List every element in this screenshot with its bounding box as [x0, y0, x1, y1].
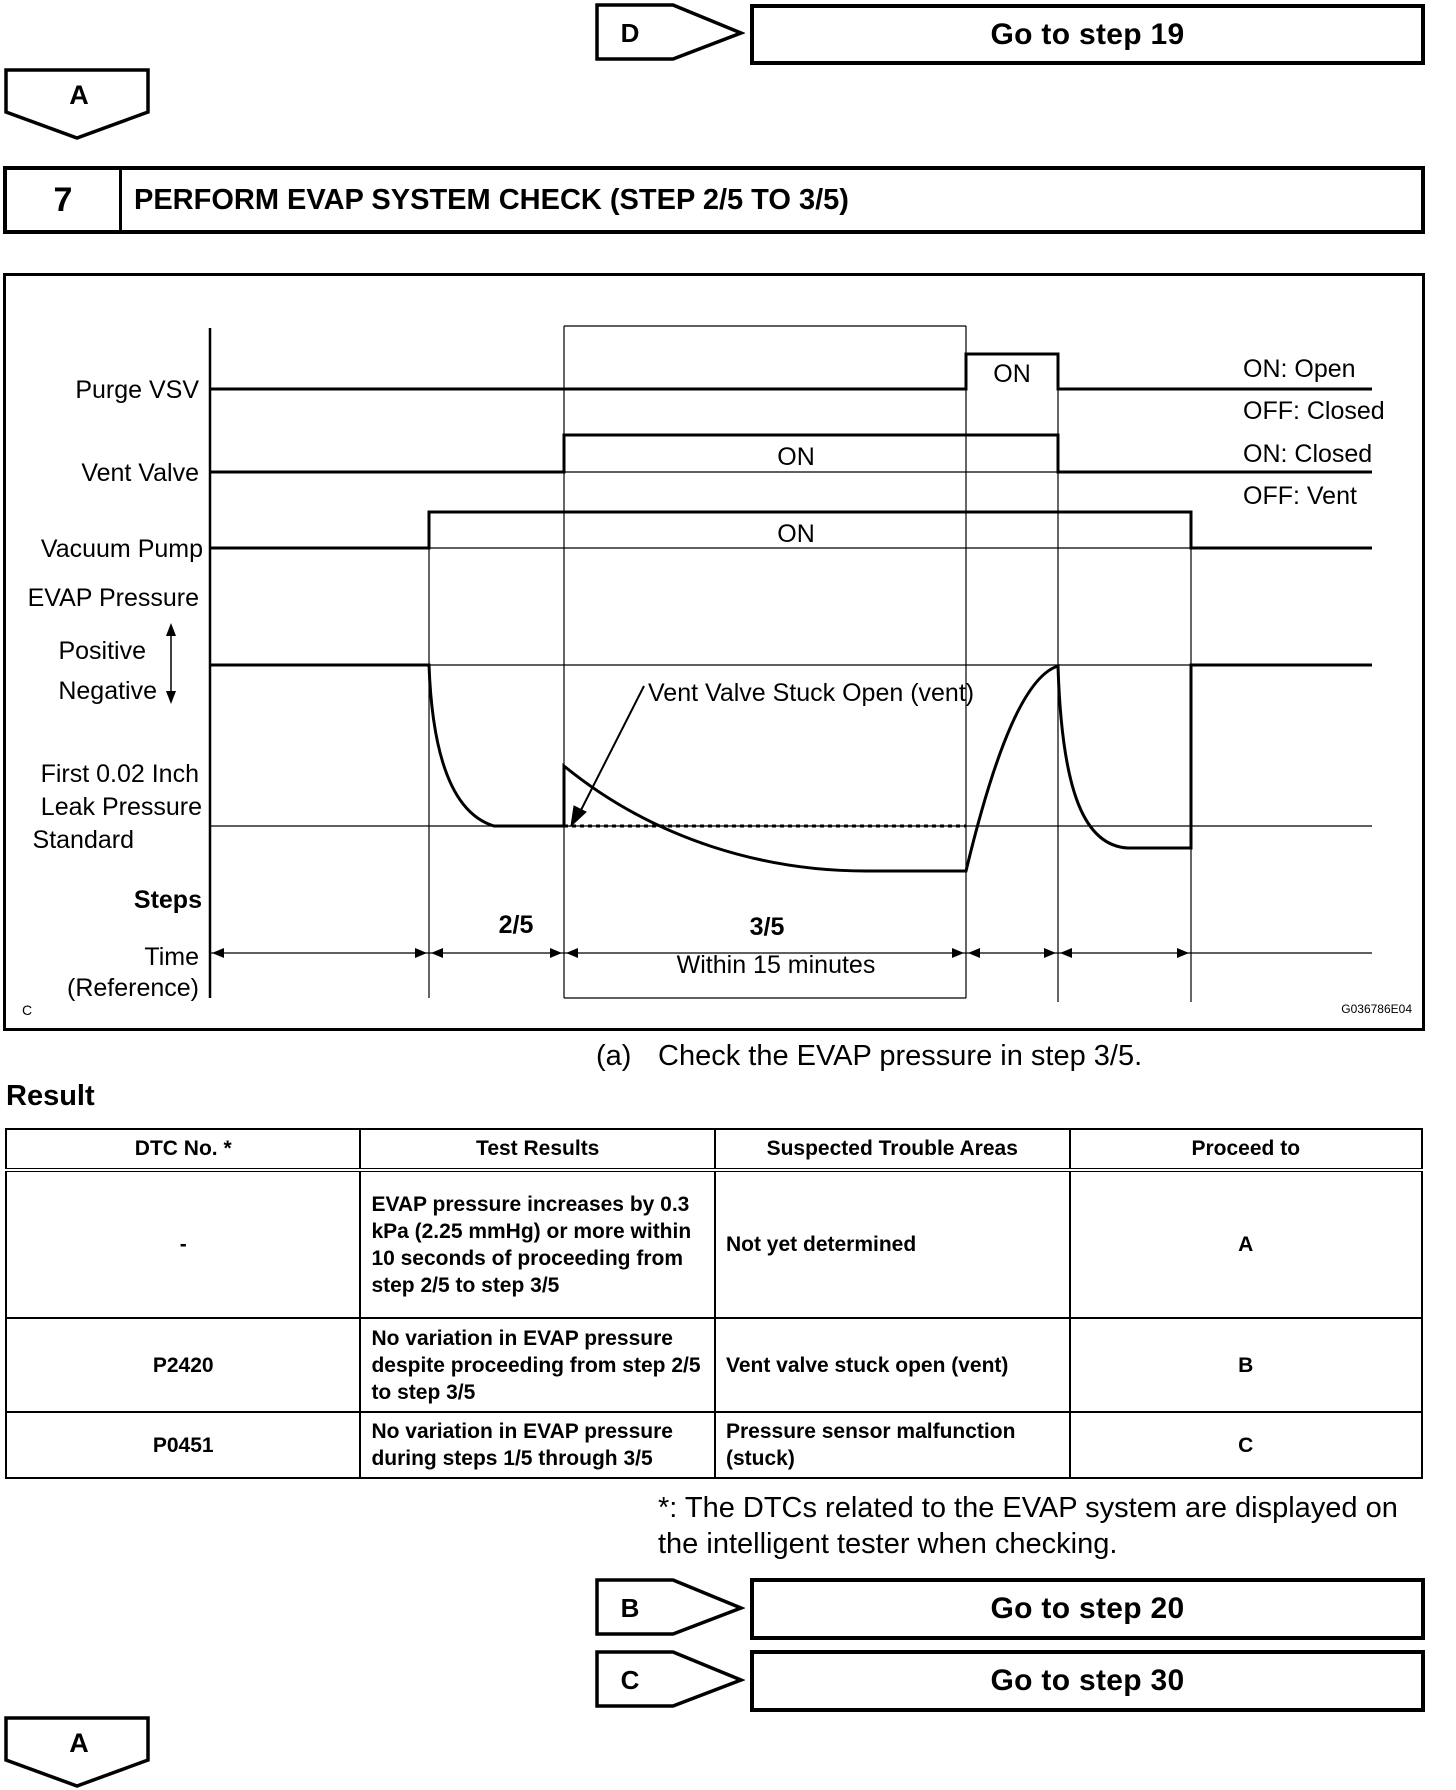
cell-test-result: No variation in EVAP pressure during steps 1/5 through 3/5	[360, 1412, 715, 1478]
cell-dtc: -	[6, 1170, 360, 1318]
positive-arrowhead	[166, 623, 176, 636]
label-first-leak-2: Leak Pressure	[40, 793, 202, 821]
tag-c-label: C	[620, 1664, 640, 1695]
table-row	[6, 1412, 1422, 1478]
tag-b[interactable]	[595, 1578, 745, 1638]
on-label-vent: ON	[777, 443, 815, 471]
table-row	[6, 1318, 1422, 1412]
legend-purge-off: OFF: Closed	[1243, 397, 1385, 425]
label-first-leak-1: First 0.02 Inch	[40, 760, 199, 788]
label-vent-valve: Vent Valve	[81, 459, 199, 487]
continue-a-top-label: A	[69, 80, 89, 110]
step-title: PERFORM EVAP SYSTEM CHECK (STEP 2/5 TO 3/5)	[134, 183, 849, 216]
annotation-text: Vent Valve Stuck Open (vent)	[648, 679, 975, 707]
time-arrowhead	[952, 948, 964, 958]
continue-a-bottom-label: A	[69, 1728, 89, 1758]
purge-vsv-signal	[210, 354, 1372, 389]
cell-proceed: A	[1070, 1170, 1422, 1318]
time-arrowhead	[212, 948, 224, 958]
col-dtc-no: DTC No. *	[6, 1129, 360, 1170]
result-table	[5, 1128, 1423, 1479]
cell-suspected-area: Pressure sensor malfunction (stuck)	[715, 1412, 1070, 1478]
legend-vent-off: OFF: Vent	[1243, 482, 1357, 510]
negative-arrowhead	[166, 691, 176, 704]
label-evap-pressure: EVAP Pressure	[27, 584, 199, 612]
time-arrowhead	[1060, 948, 1072, 958]
label-time: Time	[144, 943, 199, 971]
time-arrowhead	[415, 948, 427, 958]
label-time-reference: (Reference)	[67, 974, 199, 1002]
legend-vent-on: ON: Closed	[1243, 440, 1373, 468]
tag-c[interactable]	[595, 1650, 745, 1710]
footnote: *: The DTCs related to the EVAP system are displayed on the intelligent tester when checking.	[658, 1492, 1398, 1560]
label-steps: Steps	[133, 886, 202, 914]
time-arrowhead	[566, 948, 578, 958]
timing-diagram	[3, 273, 1425, 1031]
on-label-pump: ON	[777, 520, 815, 548]
step-label-3-5: 3/5	[749, 913, 785, 941]
label-negative: Negative	[58, 677, 157, 705]
result-title: Result	[6, 1080, 95, 1112]
label-vacuum-pump: Vacuum Pump	[40, 535, 203, 563]
table-header-row	[6, 1129, 1422, 1170]
label-first-leak-3: Standard	[32, 826, 134, 854]
legend-purge-on: ON: Open	[1243, 355, 1356, 383]
instruction-text: Check the EVAP pressure in step 3/5.	[658, 1040, 1143, 1072]
goto-step-19-button[interactable]: Go to step 19	[750, 4, 1425, 65]
cell-dtc: P2420	[6, 1318, 360, 1412]
table-row	[6, 1170, 1422, 1318]
step-header	[3, 166, 1425, 234]
time-arrowhead	[968, 948, 980, 958]
instruction	[596, 1040, 1142, 1073]
cell-suspected-area: Vent valve stuck open (vent)	[715, 1318, 1070, 1412]
goto-step-30-button[interactable]: Go to step 30	[750, 1650, 1425, 1712]
time-arrowhead	[550, 948, 562, 958]
col-suspected-areas: Suspected Trouble Areas	[715, 1129, 1070, 1170]
cell-test-result: EVAP pressure increases by 0.3 kPa (2.25 mmHg) or more within 10 seconds of proceeding from step 2/5 to step 3/5	[360, 1170, 715, 1318]
cell-dtc: P0451	[6, 1412, 360, 1478]
cell-test-result: No variation in EVAP pressure despite proceeding from step 2/5 to step 3/5	[360, 1318, 715, 1412]
timing-diagram-svg	[6, 276, 1422, 1028]
label-positive: Positive	[58, 637, 146, 665]
cell-suspected-area: Not yet determined	[715, 1170, 1070, 1318]
step-number: 7	[7, 170, 122, 230]
duration-label: Within 15 minutes	[676, 951, 876, 979]
annotation-arrowhead	[571, 806, 586, 826]
time-arrowhead	[1044, 948, 1056, 958]
col-test-results: Test Results	[360, 1129, 715, 1170]
tag-d[interactable]	[595, 3, 745, 63]
continue-a-top[interactable]	[4, 68, 154, 140]
annotation-pointer	[579, 686, 644, 814]
time-arrowhead	[1177, 948, 1189, 958]
col-proceed-to: Proceed to	[1070, 1129, 1422, 1170]
figure-id: G036786E04	[1341, 1002, 1412, 1016]
time-arrowhead	[431, 948, 443, 958]
instruction-label: (a)	[596, 1040, 632, 1072]
corner-mark: C	[22, 1002, 33, 1018]
cell-proceed: B	[1070, 1318, 1422, 1412]
cell-proceed: C	[1070, 1412, 1422, 1478]
on-label-purge: ON	[993, 360, 1031, 388]
step-label-2-5: 2/5	[498, 911, 534, 939]
tag-b-label: B	[620, 1592, 640, 1623]
goto-step-20-button[interactable]: Go to step 20	[750, 1578, 1425, 1640]
tag-d-label: D	[620, 17, 640, 48]
continue-a-bottom[interactable]	[4, 1716, 154, 1788]
label-purge-vsv: Purge VSV	[75, 376, 199, 404]
